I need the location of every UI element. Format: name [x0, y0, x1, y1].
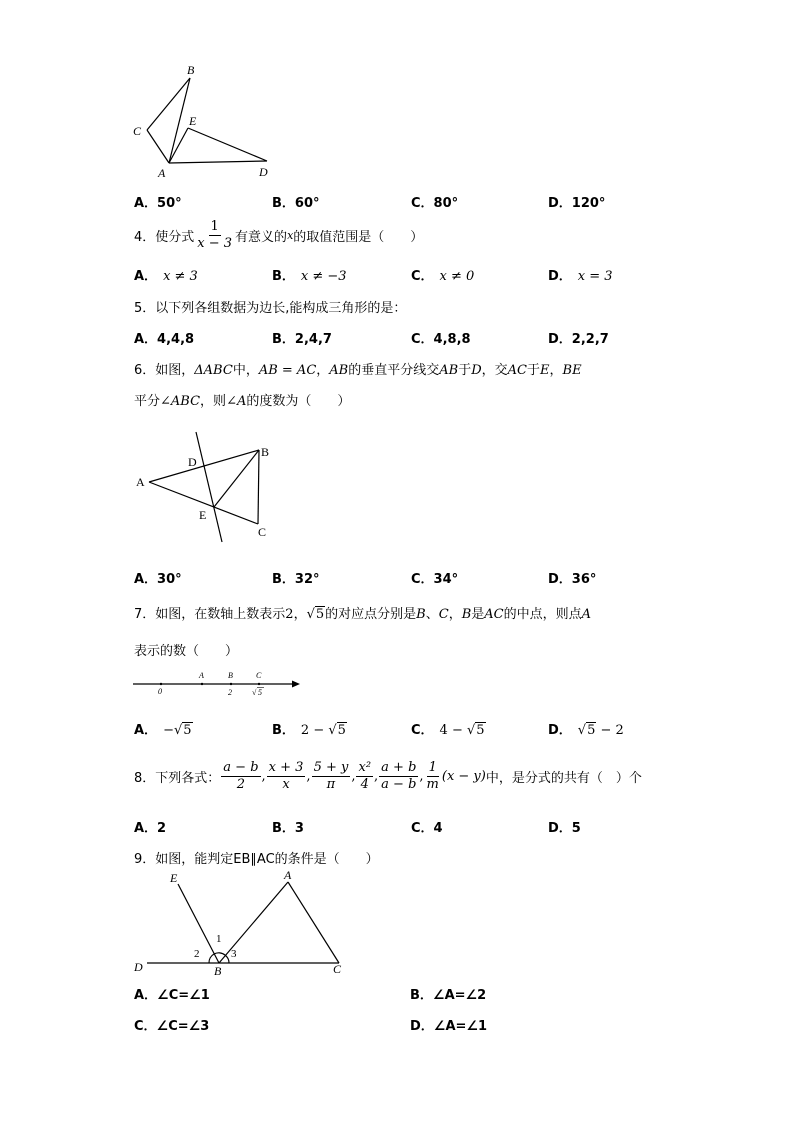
- q7-option-b: [272, 719, 347, 738]
- q7-option-d: [548, 719, 624, 738]
- q7-text-d: 、: [425, 607, 439, 622]
- q3-option-b: B．60°: [272, 196, 320, 211]
- q8-fraction-2-num: x + 3: [268, 760, 304, 775]
- q7-option-c-radicand: 5: [476, 723, 485, 738]
- q8-fraction-6-den: m: [426, 777, 439, 792]
- fig9-label-C: C: [333, 962, 342, 976]
- fig1-label-A: A: [158, 166, 166, 180]
- q7-sqrt-radicand: 5: [315, 607, 325, 622]
- q7-option-b-sqrt: √5: [328, 723, 346, 738]
- q7-text-f: 是: [471, 607, 485, 622]
- q6-ab-2: AB: [439, 363, 459, 378]
- q7-option-b-label: B．: [272, 723, 295, 738]
- q5-option-a: A．4,4,8: [134, 332, 195, 347]
- q6-text-b: 中，: [232, 363, 259, 378]
- q8-prefix: 8．下列各式：: [134, 771, 221, 786]
- fig7-label-B: B: [228, 671, 233, 680]
- fig7-label-sqrt5: 5: [258, 688, 262, 697]
- q6-point-e: E: [540, 363, 550, 378]
- fig9-angle-1: 1: [216, 933, 222, 945]
- q7-option-a-sqrt: √5: [173, 723, 192, 738]
- q5-option-b: B．2,4,7: [272, 332, 332, 347]
- q7-option-d-radicand: 5: [587, 723, 596, 738]
- fig7-label-A: A: [199, 671, 204, 680]
- q8-fraction-5: [379, 760, 418, 793]
- q4-prefix: 4．使分式: [134, 230, 195, 245]
- q6-text-f: ，交: [481, 363, 508, 378]
- fig6-label-B: B: [261, 445, 270, 459]
- q8-fraction-3: [312, 760, 351, 793]
- q7-text-b: ，: [293, 607, 307, 622]
- q9-figure: [130, 866, 360, 978]
- q8-fraction-4-den: 4: [360, 777, 369, 792]
- q6-option-c: C．34°: [411, 572, 459, 587]
- q8-option-d: D．5: [548, 821, 581, 836]
- q8-option-b: B．3: [272, 821, 304, 836]
- q7-text-e: ，: [448, 607, 462, 622]
- q7-option-c: [411, 719, 486, 738]
- fig6-label-D: D: [188, 455, 197, 469]
- q6-text-h: ，: [549, 363, 563, 378]
- q8-fraction-6: [425, 760, 441, 793]
- q7-option-d-label: D．: [548, 723, 572, 738]
- q3-option-c: C．80°: [411, 196, 459, 211]
- q8-fraction-6-num: 1: [428, 760, 437, 775]
- q7-two: 2: [285, 607, 294, 622]
- question-8: 8．下列各式： $\frac{a - b}{2}$ , $\frac{x + 3}{x}$ , $\frac{5 + y}{\pi}$ , $\frac{\text{x²}}{4}$ , $\frac{a + b}{a - b}$ , $\frac{1}{m}$ (x − y) 中，是分式的共有（ ）个: [134, 760, 642, 792]
- q8-option-c: C．4: [411, 821, 443, 836]
- q4-denominator: x − 3: [197, 236, 233, 251]
- q7-option-a: [134, 719, 193, 738]
- question-7-line-1: [134, 603, 591, 622]
- q7-option-c-label: C．: [411, 723, 434, 738]
- fig6-label-A: A: [136, 475, 145, 489]
- fig6-label-E: E: [199, 508, 207, 522]
- q6-text-g: 于: [527, 363, 541, 378]
- q4-option-b-math: x ≠ −3: [300, 269, 347, 284]
- q9-option-d: D．∠A=∠1: [410, 1019, 488, 1034]
- q8-fraction-1-den: 2: [236, 777, 246, 792]
- fig1-label-E: E: [189, 114, 197, 128]
- q4-option-c: [411, 265, 474, 284]
- q7-option-c-pre: 4 −: [439, 723, 467, 738]
- q7-option-b-pre: 2 −: [300, 723, 329, 738]
- q7-option-d-sqrt: √5: [577, 723, 596, 738]
- question-9: 9．如图，能判定EB∥AC的条件是（ ）: [134, 852, 379, 867]
- question-4: [134, 219, 423, 252]
- q8-fraction-4: [356, 760, 373, 793]
- q7-point-b-2: B: [461, 607, 472, 622]
- q3-figure: [126, 60, 286, 185]
- q7-option-a-pre: −: [163, 723, 174, 738]
- q7-number-line: [130, 668, 310, 700]
- q6-triangle: ΔABC: [194, 363, 233, 378]
- q6-point-d: D: [471, 363, 482, 378]
- q6-ac: AC: [507, 363, 528, 378]
- fig1-label-D: D: [259, 165, 268, 179]
- q9-option-b: B．∠A=∠2: [410, 988, 487, 1003]
- q8-fraction-4-num: x²: [358, 760, 372, 775]
- q8-fraction-3-num: 5 + y: [313, 760, 349, 775]
- q6-equality: AB = AC: [258, 363, 317, 378]
- q9-option-a: A．∠C=∠1: [134, 988, 210, 1003]
- question-6-line-1: [134, 359, 582, 378]
- q7-ac: AC: [484, 607, 504, 622]
- q7-text-c: 的对应点分别是: [325, 607, 417, 622]
- q9-option-c: C．∠C=∠3: [134, 1019, 210, 1034]
- fig9-label-E: E: [170, 871, 178, 885]
- q5-option-d: D．2,2,7: [548, 332, 609, 347]
- q7-text-g: 的中点，则点: [503, 607, 582, 622]
- fig6-label-C: C: [258, 525, 267, 539]
- q4-numerator: 1: [210, 219, 219, 234]
- fig7-label-C: C: [256, 671, 262, 680]
- fig9-label-A: A: [284, 868, 292, 882]
- q4-option-b: [272, 265, 347, 284]
- fig7-label-zero: 0: [158, 687, 162, 696]
- q8-fraction-3-den: π: [326, 777, 336, 792]
- q6-line2-text-a: 平分: [134, 394, 161, 409]
- q4-option-c-math: x ≠ 0: [439, 269, 475, 284]
- q3-option-a: A．50°: [134, 196, 182, 211]
- q4-option-d-label: D．: [548, 269, 572, 284]
- fig1-label-B: B: [187, 63, 195, 77]
- q7-option-a-label: A．: [134, 723, 158, 738]
- q6-be: BE: [562, 363, 582, 378]
- q7-point-b: B: [416, 607, 426, 622]
- q6-option-d: D．36°: [548, 572, 597, 587]
- q4-option-d: [548, 265, 613, 284]
- q7-point-a: A: [581, 607, 592, 622]
- q8-fraction-1: [221, 760, 260, 793]
- q6-text-c: ，: [316, 363, 330, 378]
- q8-fraction-1-num: a − b: [223, 760, 259, 775]
- q5-option-c: C．4,8,8: [411, 332, 471, 347]
- q6-figure: [130, 428, 280, 548]
- q6-text-e: 于: [458, 363, 472, 378]
- q6-line2-text-c: 的度数为（ ）: [246, 394, 351, 409]
- q8-fraction-2: [267, 760, 306, 793]
- fig9-label-D: D: [134, 960, 143, 974]
- question-6-line-2: [134, 390, 350, 409]
- fig9-angle-2: 2: [194, 948, 200, 960]
- q7-sqrt5: √5: [306, 607, 325, 622]
- q8-fraction-5-num: a + b: [381, 760, 417, 775]
- q4-option-c-label: C．: [411, 269, 434, 284]
- question-5: 5．以下列各组数据为边长,能构成三角形的是：: [134, 301, 407, 316]
- fig9-label-B: B: [214, 964, 222, 978]
- q8-tail: (x − y): [441, 769, 486, 784]
- q7-option-d-post: − 2: [596, 723, 624, 738]
- question-7-line-2: 表示的数（ ）: [134, 644, 239, 659]
- q4-var: x: [287, 229, 294, 242]
- q6-angle-abc: ∠ABC: [160, 394, 201, 409]
- q7-point-c: C: [438, 607, 449, 622]
- q6-text-d: 的垂直平分线交: [348, 363, 440, 378]
- q4-suffix-pre: 有意义的: [235, 230, 288, 245]
- q6-ab: AB: [329, 363, 349, 378]
- q7-option-c-sqrt: √5: [466, 723, 485, 738]
- fig9-angle-3: 3: [231, 948, 237, 960]
- q6-option-a: A．30°: [134, 572, 182, 587]
- q7-option-b-radicand: 5: [337, 723, 346, 738]
- q3-option-d: D．120°: [548, 196, 606, 211]
- q4-option-b-label: B．: [272, 269, 295, 284]
- fig7-label-sqrt5-symbol: √: [252, 688, 257, 697]
- fig1-label-C: C: [133, 124, 142, 138]
- q8-option-a: A．2: [134, 821, 167, 836]
- q6-option-b: B．32°: [272, 572, 320, 587]
- q4-option-a-label: A．: [134, 269, 158, 284]
- q4-option-a-math: x ≠ 3: [163, 269, 198, 284]
- q8-suffix: 中，是分式的共有（ ）个: [485, 771, 642, 786]
- q7-option-a-radicand: 5: [183, 723, 192, 738]
- q4-suffix: 的取值范围是（ ）: [293, 230, 424, 245]
- q6-text-a: 6．如图，: [134, 363, 195, 378]
- q4-option-d-math: x = 3: [577, 269, 613, 284]
- q4-option-a: [134, 265, 198, 284]
- q8-fraction-5-den: a − b: [381, 777, 417, 792]
- q6-angle-a: ∠A: [226, 394, 247, 409]
- q8-fraction-2-den: x: [282, 777, 290, 792]
- q4-fraction: [195, 219, 234, 252]
- q7-text-a: 7．如图，在数轴上数表示: [134, 607, 286, 622]
- fig7-label-two: 2: [228, 688, 232, 697]
- q6-line2-text-b: ，则: [200, 394, 227, 409]
